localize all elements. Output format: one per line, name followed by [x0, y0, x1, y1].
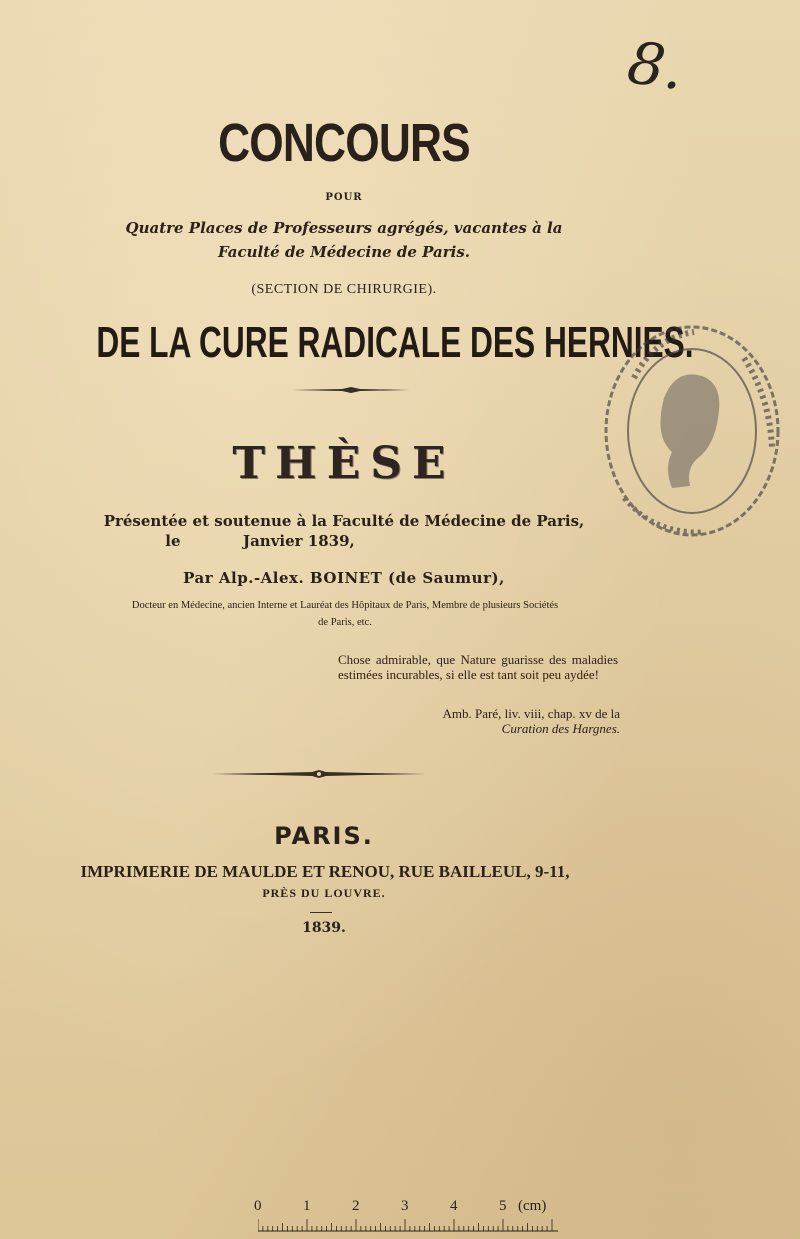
- scale-unit: (cm): [518, 1198, 547, 1214]
- concours-heading: CONCOURS: [218, 113, 470, 173]
- printer-location: PRÈS DU LOUVRE.: [262, 886, 386, 900]
- places-text: [0, 216, 688, 264]
- scale-labels: [248, 1198, 560, 1216]
- author-credentials: [60, 597, 630, 631]
- places-line-2: Faculté de Médecine de Paris.: [217, 243, 471, 261]
- scale-tick-3: 3: [401, 1198, 409, 1214]
- scale-tick-5: 5: [499, 1198, 507, 1214]
- scale-tick-2: 2: [352, 1198, 360, 1214]
- author-line: Par Alp.-Alex. BOINET (de Saumur),: [183, 569, 505, 587]
- short-divider: [310, 912, 332, 913]
- citation-line-1: Amb. Paré, liv. viii, chap. xv de la: [442, 706, 620, 721]
- date-line: [0, 532, 520, 550]
- scale-ruler: [258, 1218, 558, 1232]
- pour-label: POUR: [325, 192, 363, 203]
- section-label: (SECTION DE CHIRURGIE).: [251, 282, 437, 297]
- main-title: DE LA CURE RADICALE DES HERNIES.: [96, 318, 694, 367]
- printer-line: IMPRIMERIE DE MAULDE ET RENOU, RUE BAILLEUL, 9-11,: [80, 862, 570, 881]
- presentation-line: Présentée et soutenue à la Faculté de Médecine de Paris,: [103, 512, 585, 530]
- scale-tick-4: 4: [450, 1198, 458, 1214]
- publication-year: 1839.: [302, 920, 346, 936]
- ornamental-rule: [292, 386, 410, 394]
- citation-line-2: Curation des Hargnes.: [501, 721, 620, 736]
- credentials-line-2: de Paris, etc.: [318, 617, 372, 628]
- city-label: PARIS.: [274, 822, 374, 850]
- date-value: Janvier 1839,: [242, 532, 355, 550]
- ornamental-rule-lower: [212, 769, 426, 779]
- date-le: le: [165, 532, 181, 550]
- epigraph-citation: [380, 706, 620, 736]
- epigraph-quote: Chose admirable, que Nature guarisse des maladies estimées incurables, si elle est tant soit peu aydée!: [338, 652, 618, 682]
- measurement-scale: [248, 1198, 560, 1232]
- these-heading: THÈSE: [232, 438, 456, 489]
- scale-tick-1: 1: [303, 1198, 311, 1214]
- credentials-line-1: Docteur en Médecine, ancien Interne et Lauréat des Hôpitaux de Paris, Membre de plusieurs Sociétés: [131, 600, 559, 611]
- library-stamp-seal: [594, 318, 784, 544]
- places-line-1: Quatre Places de Professeurs agrégés, vacantes à la: [125, 219, 563, 237]
- scale-tick-0: 0: [254, 1198, 262, 1214]
- handwritten-number: 8.: [623, 28, 688, 104]
